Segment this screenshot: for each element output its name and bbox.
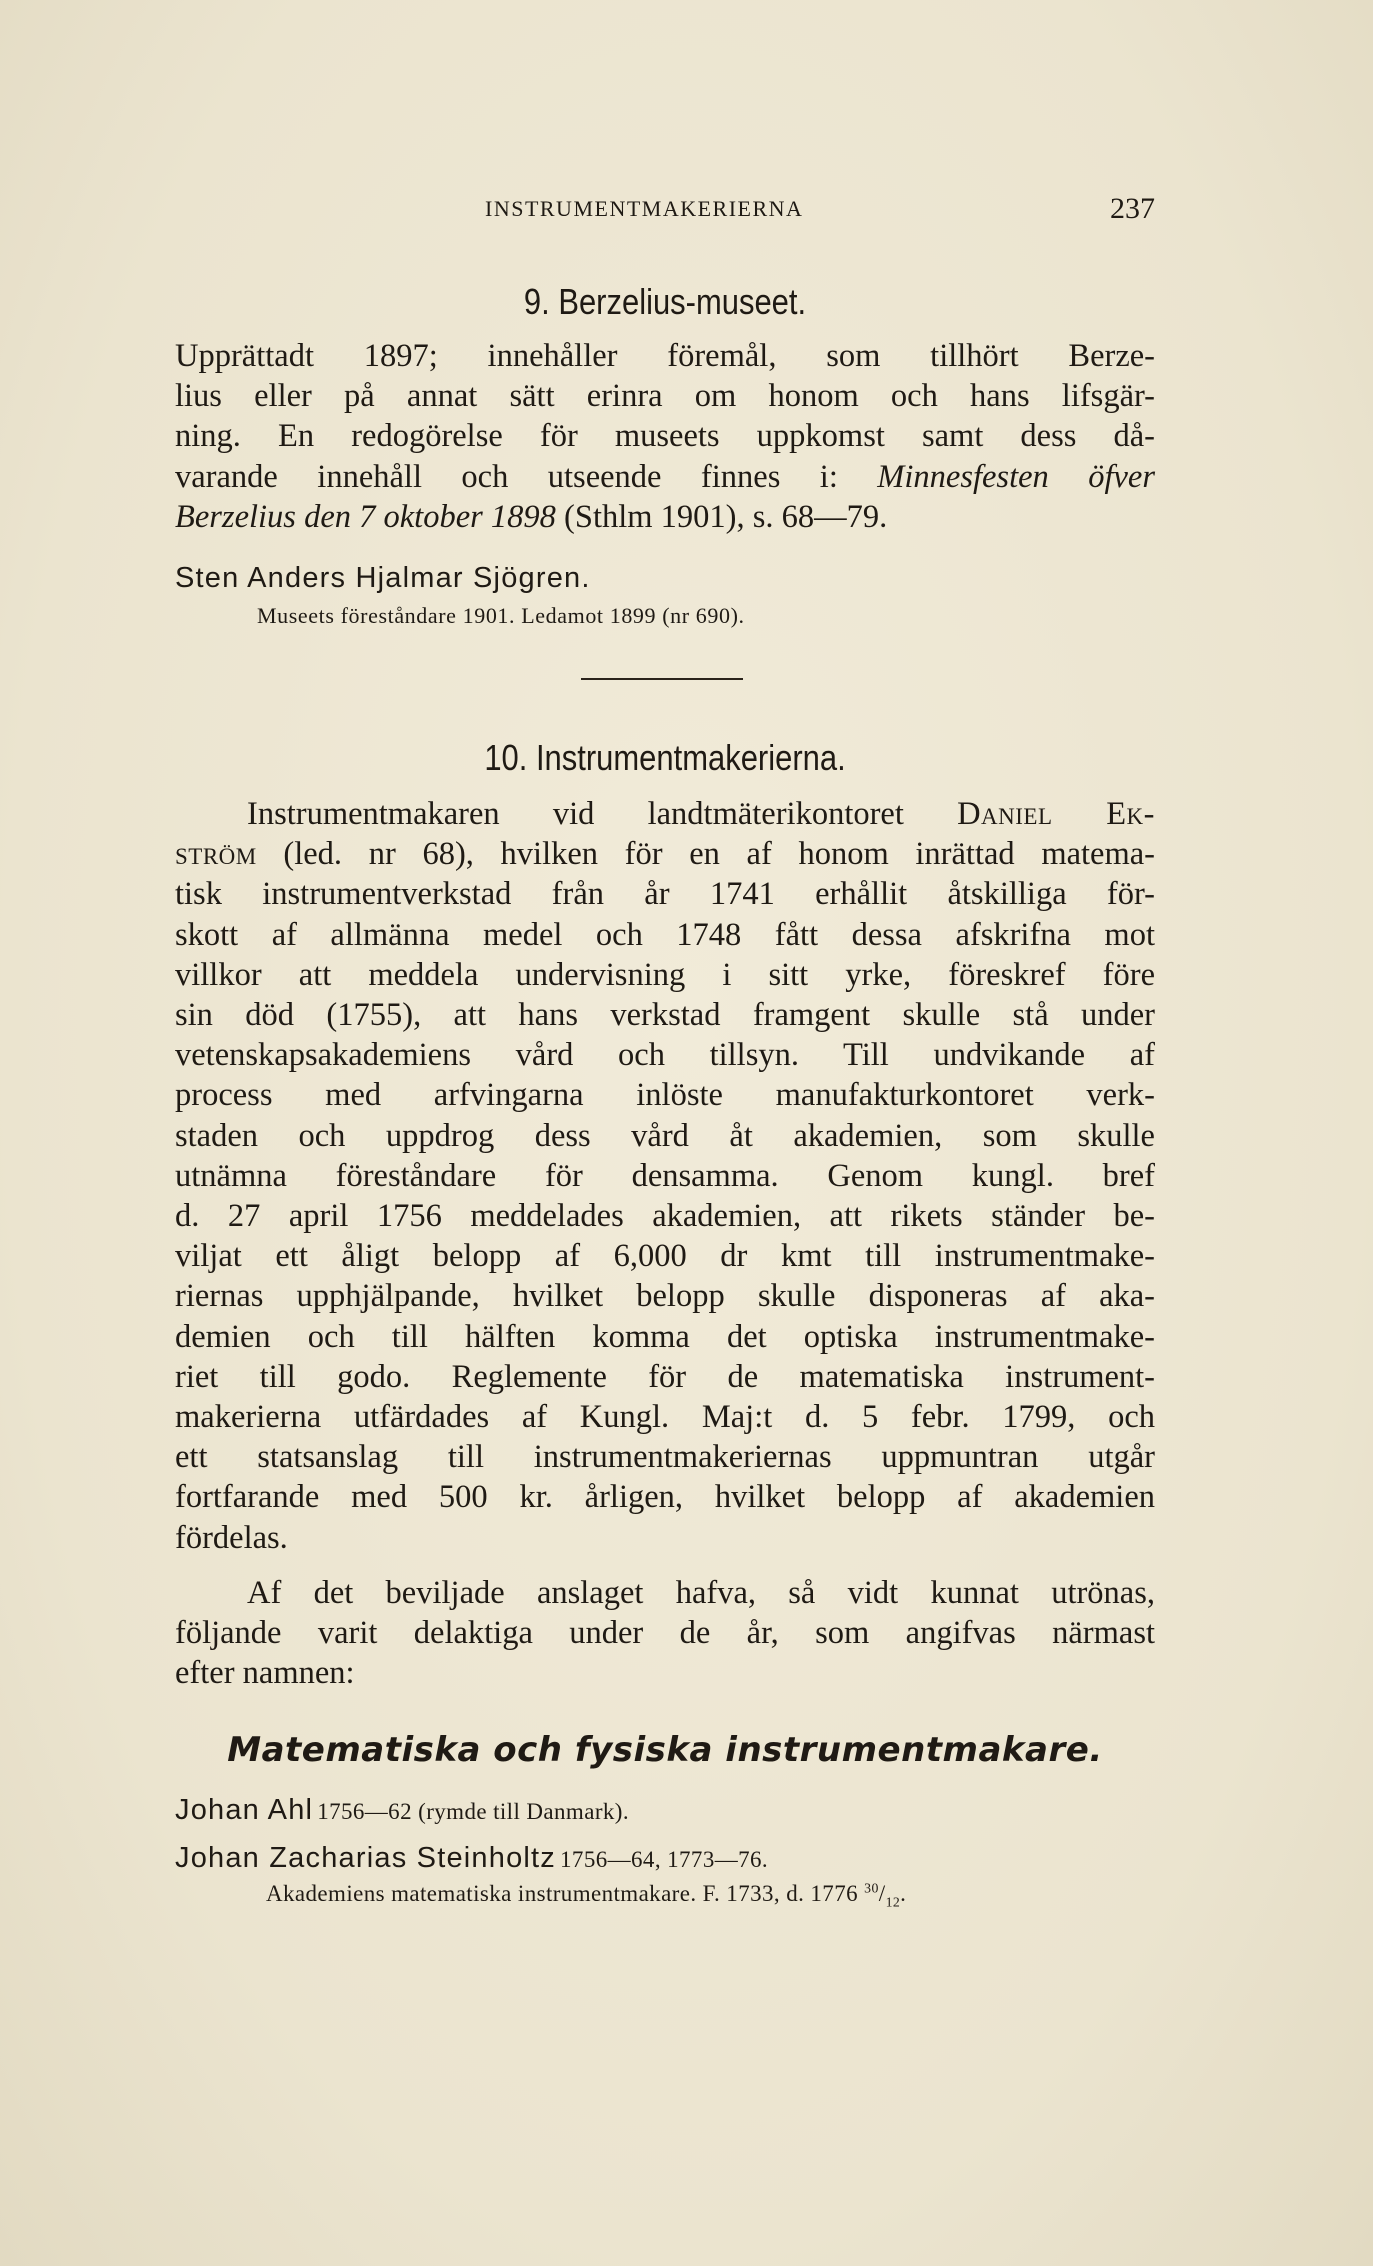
person-name-continued: ström xyxy=(175,836,257,873)
entry-note-sup: 30 xyxy=(864,1880,879,1895)
text-segment: (led. nr 68), hvilken för en af honom inrättad matema- xyxy=(256,836,1155,873)
member-name: Sten Anders Hjalmar Sjögren. xyxy=(175,562,591,594)
section-divider xyxy=(581,678,743,680)
text-line: d. 27 april 1756 meddelades akademien, att rikets ständer be- xyxy=(175,1198,1155,1235)
entry-note: Akademiens matematiska instrumentmakare. F. 1733, d. 1776 $^{30}/_{12}$. xyxy=(266,1880,907,1910)
list-subheading: Matematiska och fysiska instrumentmakare. xyxy=(227,1730,1103,1770)
text-segment: Instrumentmakaren vid landtmäterikontoret xyxy=(247,796,958,832)
entry-note-text: Akademiens matematiska instrumentmakare. F. 1733, d. 1776 xyxy=(266,1880,865,1906)
text-line: utnämna föreståndare för densamma. Genom kungl. bref xyxy=(175,1157,1155,1194)
book-title: Minnesfesten öfver xyxy=(877,458,1155,495)
text-line: viljat ett åligt belopp af 6,000 dr kmt till instrumentmake- xyxy=(175,1238,1155,1275)
text-segment: varande innehåll och utseende finnes i: xyxy=(175,458,878,495)
section-10 xyxy=(175,737,1155,779)
page-number: 237 xyxy=(1110,192,1155,225)
text-line xyxy=(175,834,1155,874)
text-line-with-title xyxy=(175,497,1155,537)
text-line: ning. En redogörelse för museets uppkomst samt dess då- xyxy=(175,418,1155,455)
entry-name: Johan Ahl xyxy=(175,1794,314,1826)
subheading-block xyxy=(175,1730,1155,1770)
entry-detail: 1756—64, 1773—76. xyxy=(560,1847,769,1872)
text-line: Upprättadt 1897; innehåller föremål, som tillhört Berze- xyxy=(175,338,1155,374)
text-line: skott af allmänna medel och 1748 fått dessa afskrifna mot xyxy=(175,916,1155,953)
section-9 xyxy=(175,281,1155,323)
section-9-heading: 9. Berzelius-museet. xyxy=(523,281,807,322)
text-line: demien och till hälften komma det optiska instrumentmake- xyxy=(175,1318,1155,1355)
text-line: efter namnen: xyxy=(175,1655,355,1692)
text-line: ett statsanslag till instrumentmakeriernas uppmuntran utgår xyxy=(175,1439,1155,1476)
entry-name: Johan Zacharias Steinholtz xyxy=(175,1842,557,1874)
text-line: riernas upphjälpande, hvilket belopp skulle disponeras af aka- xyxy=(175,1278,1155,1315)
entry-note-sub: 12 xyxy=(885,1894,901,1910)
text-line: fortfarande med 500 kr. årligen, hvilket belopp af akademien xyxy=(175,1479,1155,1516)
entry-1 xyxy=(175,1794,1155,1827)
text-line: fördelas. xyxy=(175,1519,288,1556)
entry-2-note xyxy=(266,1880,1166,1910)
text-line: staden och uppdrog dess vård åt akademien, som skulle xyxy=(175,1117,1155,1154)
running-title: INSTRUMENTMAKERIERNA xyxy=(485,196,804,221)
text-line: följande varit delaktiga under de år, som angifvas närmast xyxy=(175,1615,1155,1652)
text-line-with-title xyxy=(175,457,1155,497)
text-line: villkor att meddela undervisning i sitt yrke, föreskref före xyxy=(175,956,1155,993)
text-line: vetenskapsakademiens vård och tillsyn. Till undvikande af xyxy=(175,1037,1155,1074)
text-line: process med arfvingarna inlöste manufakturkontoret verk- xyxy=(175,1077,1155,1114)
member-note: Museets föreståndare 1901. Ledamot 1899 (nr 690). xyxy=(257,603,745,628)
section-9-paragraph xyxy=(175,336,1155,537)
section-10-heading: 10. Instrumentmakerierna. xyxy=(484,737,846,778)
entry-detail: 1756—62 (rymde till Danmark). xyxy=(317,1799,630,1824)
text-line xyxy=(175,794,1155,834)
text-line: tisk instrumentverkstad från år 1741 erhållit åtskilliga för- xyxy=(175,876,1155,913)
member-note-block xyxy=(257,603,1157,629)
text-line: riet till godo. Reglemente för de matematiska instrument- xyxy=(175,1358,1155,1395)
section-10-paragraph-1 xyxy=(175,794,1155,1558)
text-line: lius eller på annat sätt erinra om honom och hans lifsgär- xyxy=(175,378,1155,415)
member-block xyxy=(175,562,1155,595)
text-line: Af det beviljade anslaget hafva, så vidt kunnat utrönas, xyxy=(247,1575,1155,1611)
section-10-paragraph-2 xyxy=(175,1573,1155,1694)
text-segment: (Sthlm 1901), s. 68—79. xyxy=(555,498,888,535)
text-line: makerierna utfärdades af Kungl. Maj:t d. 5 febr. 1799, och xyxy=(175,1399,1155,1436)
person-name: Daniel Ek- xyxy=(957,796,1155,832)
running-head xyxy=(175,192,1155,232)
entry-2 xyxy=(175,1842,1155,1875)
text-line: sin död (1755), att hans verkstad framgent skulle stå under xyxy=(175,997,1155,1034)
book-title-continued: Berzelius den 7 oktober 1898 xyxy=(175,498,556,535)
